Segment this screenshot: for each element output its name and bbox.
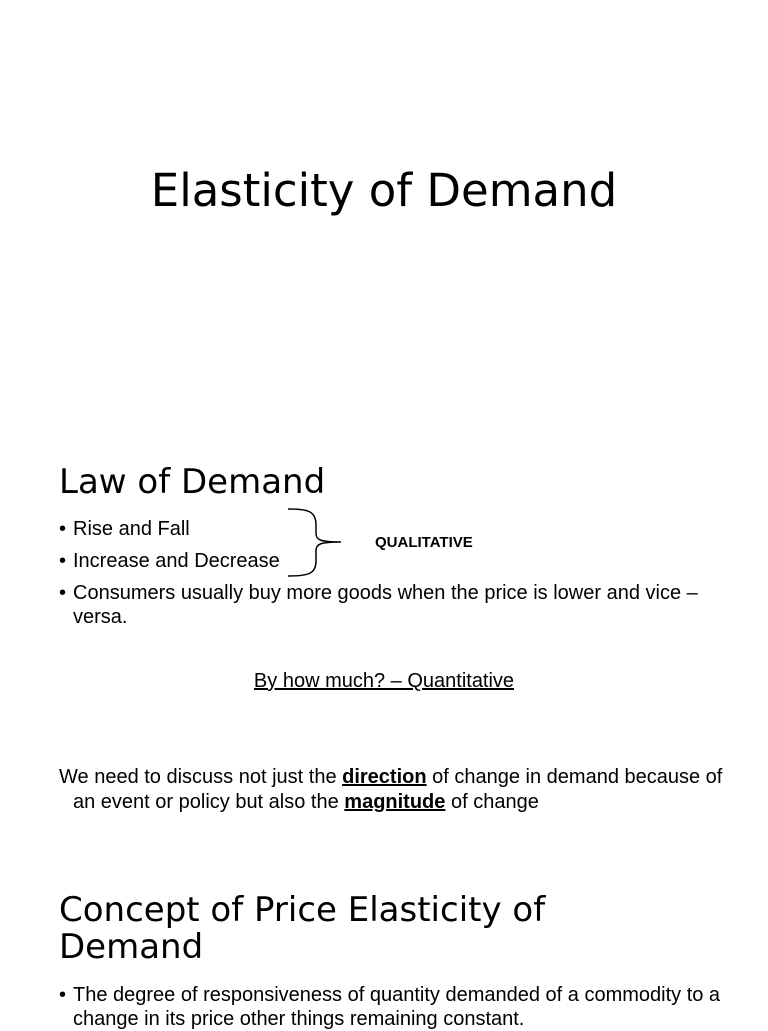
emphasis-direction: direction <box>342 766 427 788</box>
presentation-title: Elasticity of Demand <box>150 164 618 217</box>
paragraph-text-3: of change <box>445 791 539 813</box>
qualitative-label: QUALITATIVE <box>375 534 473 551</box>
title-slide <box>0 0 768 420</box>
bullet-degree-of-responsiveness: • The degree of responsiveness of quantity demanded of a commodity to a change in its price other things remaining constant. <box>59 983 723 1031</box>
quantitative-question-text: By how much? – Quantitative <box>253 670 515 692</box>
concept-heading-line-2: Demand <box>59 927 204 967</box>
bullet-consumers: • Consumers usually buy more goods when the price is lower and vice – versa. <box>59 581 723 629</box>
law-of-demand-heading: Law of Demand <box>59 462 326 502</box>
concept-heading-line-1: Concept of Price Elasticity of <box>59 890 546 930</box>
paragraph-text-2: of change in demand because of an event or policy but also the <box>73 766 723 813</box>
quantitative-question <box>0 669 768 693</box>
direction-magnitude-paragraph <box>59 765 733 815</box>
emphasis-magnitude: magnitude <box>344 791 446 813</box>
bullet-increase-and-decrease: • Increase and Decrease <box>59 549 723 573</box>
bullet-rise-and-fall: • Rise and Fall <box>59 517 723 541</box>
paragraph-text-1: We need to discuss not just the <box>59 766 343 788</box>
curly-brace-icon <box>286 507 346 579</box>
